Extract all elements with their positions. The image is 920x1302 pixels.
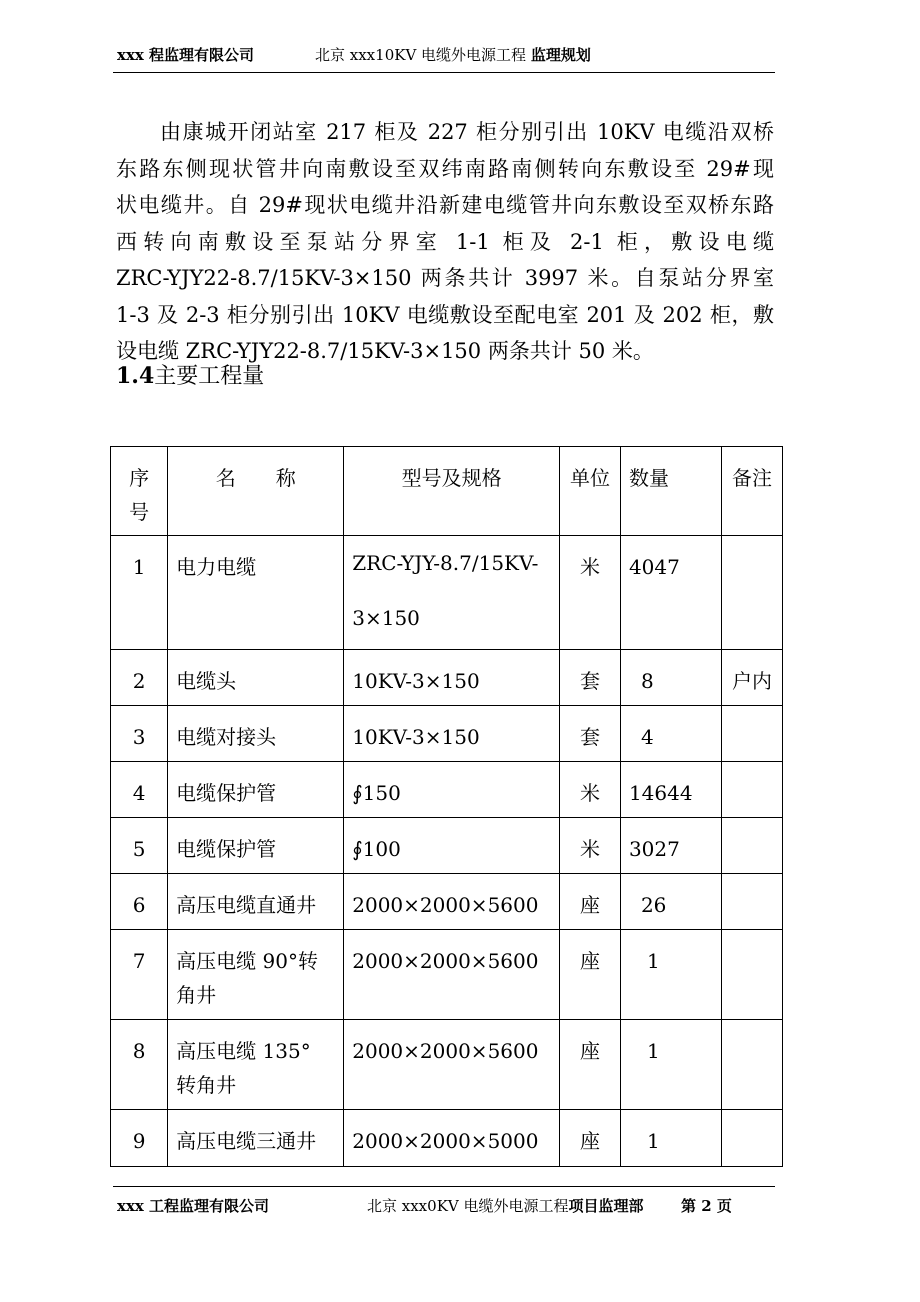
- cell-unit: 座: [560, 1110, 621, 1167]
- cell-spec: 2000×2000×5600: [344, 930, 560, 1020]
- cell-note: [722, 818, 783, 874]
- cell-unit: 座: [560, 930, 621, 1020]
- header-spec: 型号及规格: [344, 447, 560, 536]
- cell-name: 电缆头: [168, 650, 344, 706]
- cell-note: [722, 706, 783, 762]
- cell-name: 高压电缆三通井: [168, 1110, 344, 1167]
- cell-no: 2: [111, 650, 168, 706]
- table-row: [111, 874, 783, 930]
- cell-no: 7: [111, 930, 168, 1020]
- cell-note: [722, 1110, 783, 1167]
- table-row: [111, 818, 783, 874]
- cell-unit: 米: [560, 762, 621, 818]
- cell-spec: ZRC-YJY-8.7/15KV- 3×150: [344, 536, 560, 650]
- cell-note: [722, 762, 783, 818]
- footer-project-title: [367, 1195, 644, 1216]
- cell-name: 电力电缆: [168, 536, 344, 650]
- cell-note: [722, 536, 783, 650]
- cell-spec: ∮100: [344, 818, 560, 874]
- cell-qty: 4: [620, 706, 721, 762]
- cell-no: 1: [111, 536, 168, 650]
- cell-unit: 米: [560, 818, 621, 874]
- cell-name: 高压电缆 90°转 角井: [168, 930, 344, 1020]
- cell-unit: 座: [560, 874, 621, 930]
- footer-dept: 项目监理部: [568, 1197, 644, 1215]
- header-doc-type: 监理规划: [530, 46, 591, 64]
- cell-no: 4: [111, 762, 168, 818]
- section-heading: [116, 359, 264, 390]
- table-row: [111, 762, 783, 818]
- para-line: 东路东侧现状管井向南敷设至双纬南路南侧转向东敷设至 29#现: [116, 156, 774, 181]
- page-number: 第 2 页: [681, 1197, 732, 1215]
- cell-no: 3: [111, 706, 168, 762]
- footer-company: xxx 工程监理有限公司: [117, 1197, 270, 1215]
- cell-note: [722, 1020, 783, 1110]
- para-line: ZRC-YJY22-8.7/15KV-3×150 两条共计 3997 米。自泵站分界室: [116, 266, 774, 290]
- cell-qty: 8: [620, 650, 721, 706]
- cell-spec: 2000×2000×5000: [344, 1110, 560, 1167]
- cell-no: 9: [111, 1110, 168, 1167]
- page-header: [113, 42, 775, 73]
- section-number: 1.4: [116, 363, 155, 389]
- cell-note: [722, 874, 783, 930]
- cell-spec: ∮150: [344, 762, 560, 818]
- cell-unit: 座: [560, 1020, 621, 1110]
- cell-qty: 4047: [620, 536, 721, 650]
- cell-qty: 1: [620, 930, 721, 1020]
- cell-name: 高压电缆 135° 转角井: [168, 1020, 344, 1110]
- cell-qty: 14644: [620, 762, 721, 818]
- cell-qty: 1: [620, 1020, 721, 1110]
- cell-no: 8: [111, 1020, 168, 1110]
- page-footer: [113, 1186, 775, 1215]
- cell-note: 户内: [722, 650, 783, 706]
- cell-note: [722, 930, 783, 1020]
- para-line: 由康城开闭站室 217 柜及 227 柜分别引出 10KV 电缆沿双桥: [160, 120, 774, 144]
- para-line: 设电缆 ZRC-YJY22-8.7/15KV-3×150 两条共计 50 米。: [116, 339, 654, 363]
- header-name: 名 称: [168, 447, 344, 536]
- cell-no: 5: [111, 818, 168, 874]
- cell-name: 电缆对接头: [168, 706, 344, 762]
- header-project: 北京 xxx10KV 电缆外电源工程: [315, 46, 527, 64]
- table-row: [111, 930, 783, 1020]
- cell-unit: 米: [560, 536, 621, 650]
- para-line: 状电缆井。自 29#现状电缆井沿新建电缆管井向东敷设至双桥东路: [116, 193, 774, 217]
- header-project-title: [315, 44, 591, 65]
- cell-spec: 2000×2000×5600: [344, 874, 560, 930]
- quantity-table: [110, 446, 783, 1167]
- para-line: 1-3 及 2-3 柜分别引出 10KV 电缆敷设至配电室 201 及 202 柜，敷: [116, 302, 774, 327]
- cell-unit: 套: [560, 706, 621, 762]
- header-company: xxx 程监理有限公司: [117, 46, 255, 64]
- cell-name: 电缆保护管: [168, 762, 344, 818]
- cell-qty: 26: [620, 874, 721, 930]
- header-note: 备注: [722, 447, 783, 536]
- table-row: [111, 706, 783, 762]
- table-row: [111, 1110, 783, 1167]
- header-unit: 单位: [560, 447, 621, 536]
- section-title: 主要工程量: [154, 364, 265, 389]
- project-description: [116, 114, 774, 370]
- cell-no: 6: [111, 874, 168, 930]
- cell-qty: 1: [620, 1110, 721, 1167]
- cell-spec: 10KV-3×150: [344, 650, 560, 706]
- cell-name: 电缆保护管: [168, 818, 344, 874]
- footer-project: 北京 xxx0KV 电缆外电源工程: [367, 1197, 569, 1215]
- para-line: 西转向南敷设至泵站分界室 1-1 柜及 2-1 柜，敷设电缆: [116, 229, 774, 254]
- table-row: [111, 1020, 783, 1110]
- header-no: 序 号: [111, 447, 168, 536]
- cell-qty: 3027: [620, 818, 721, 874]
- cell-name: 高压电缆直通井: [168, 874, 344, 930]
- table-row: [111, 536, 783, 650]
- cell-unit: 套: [560, 650, 621, 706]
- table-header-row: [111, 447, 783, 536]
- table-row: [111, 650, 783, 706]
- cell-spec: 2000×2000×5600: [344, 1020, 560, 1110]
- cell-spec: 10KV-3×150: [344, 706, 560, 762]
- header-qty: 数量: [620, 447, 721, 536]
